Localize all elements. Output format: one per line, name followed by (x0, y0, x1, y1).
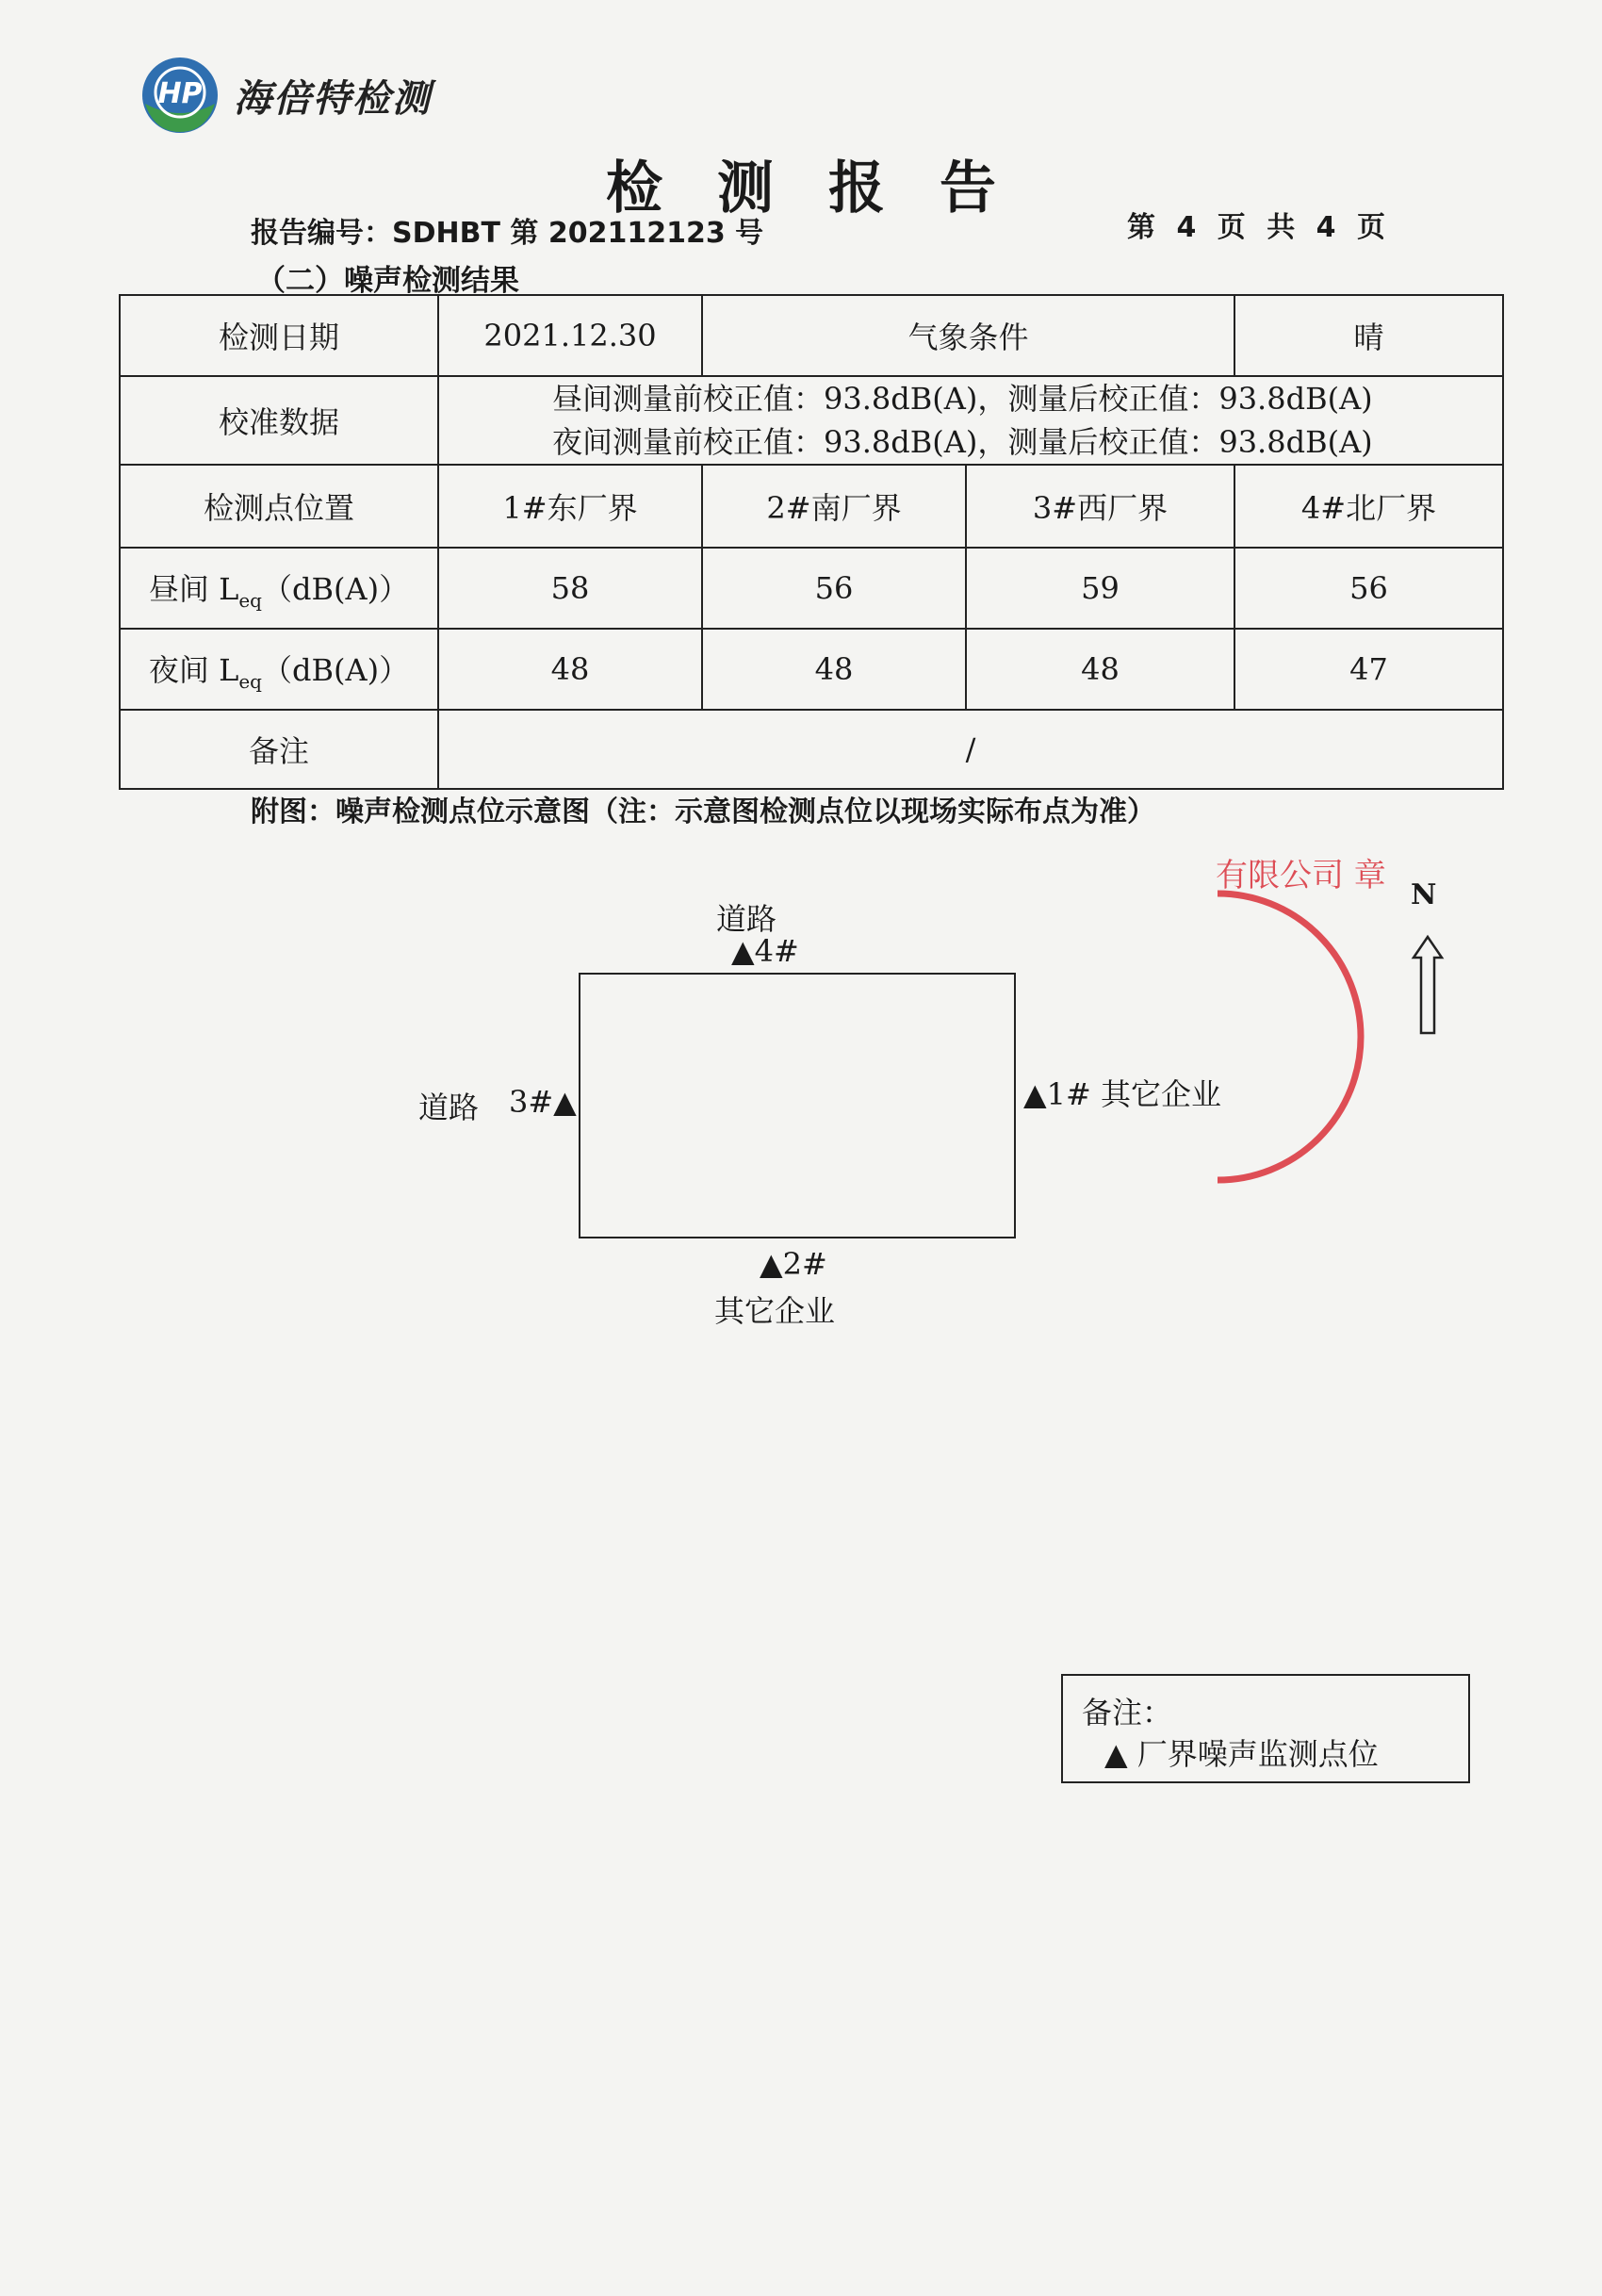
location-3: 3#西厂界 (966, 465, 1234, 548)
table-row-calibration (120, 376, 1503, 465)
north-label: N (1411, 878, 1437, 911)
report-number: 报告编号：SDHBT 第 202112123 号 (251, 217, 764, 250)
calibration-day: 昼间测量前校正值：93.8dB(A)，测量后校正值：93.8dB(A) (552, 381, 1373, 417)
left-road-label: 道路 (418, 1090, 480, 1125)
night-value-4: 47 (1234, 629, 1503, 710)
calibration-night: 夜间测量前校正值：93.8dB(A)，测量后校正值：93.8dB(A) (552, 424, 1373, 460)
point-4-marker: ▲4# (731, 933, 799, 969)
logo-mark-text: HP (157, 77, 203, 110)
legend-title: 备注： (1082, 1695, 1173, 1730)
weather-label: 气象条件 (702, 295, 1234, 376)
day-value-1: 58 (438, 548, 702, 629)
day-value-4: 56 (1234, 548, 1503, 629)
noise-results-table (119, 294, 1504, 790)
company-logo (139, 55, 432, 136)
table-row-date (120, 295, 1503, 376)
logo-emblem-icon (139, 55, 221, 136)
point-3-marker: 3#▲ (509, 1084, 577, 1120)
location-2: 2#南厂界 (702, 465, 966, 548)
weather-value: 晴 (1234, 295, 1503, 376)
plant-boundary (579, 973, 1016, 1238)
point-1-marker: ▲1# 其它企业 (1023, 1076, 1221, 1112)
remark-label: 备注 (120, 710, 438, 789)
north-arrow-icon (1404, 880, 1451, 1041)
night-leq-label: 夜间 $L_{eq}(dB(A))$ (120, 629, 438, 710)
document-title: 检测报告 (606, 156, 1051, 221)
day-value-3: 59 (966, 548, 1234, 629)
company-seal-icon (1216, 857, 1386, 1188)
day-leq-label: 昼间 $L_{eq}(dB(A))$ (120, 548, 438, 629)
location-label: 检测点位置 (120, 465, 438, 548)
night-value-1: 48 (438, 629, 702, 710)
bottom-other-label: 其它企业 (714, 1293, 836, 1329)
day-value-2: 56 (702, 548, 966, 629)
remark-value: / (438, 710, 1503, 789)
section-title: （二）噪声检测结果 (256, 264, 519, 298)
date-value: 2021.12.30 (438, 295, 702, 376)
top-road-label: 道路 (716, 901, 777, 937)
location-4: 4#北厂界 (1234, 465, 1503, 548)
legend-item: ▲ 厂界噪声监测点位 (1104, 1736, 1379, 1772)
calibration-label: 校准数据 (120, 376, 438, 465)
legend-box (1061, 1674, 1470, 1783)
night-value-3: 48 (966, 629, 1234, 710)
page-number: 第 4 页 共 4 页 (1127, 211, 1391, 244)
date-label: 检测日期 (120, 295, 438, 376)
figure-caption: 附图：噪声检测点位示意图（注：示意图检测点位以现场实际布点为准） (251, 795, 1155, 828)
logo-text: 海倍特检测 (234, 76, 432, 121)
table-row-remark (120, 710, 1503, 789)
table-row-night (120, 629, 1503, 710)
table-row-day (120, 548, 1503, 629)
calibration-values (438, 376, 1503, 465)
night-value-2: 48 (702, 629, 966, 710)
location-1: 1#东厂界 (438, 465, 702, 548)
table-row-locations (120, 465, 1503, 548)
point-2-marker: ▲2# (760, 1246, 827, 1282)
svg-text:有限公司 章: 有限公司 章 (1216, 857, 1386, 894)
